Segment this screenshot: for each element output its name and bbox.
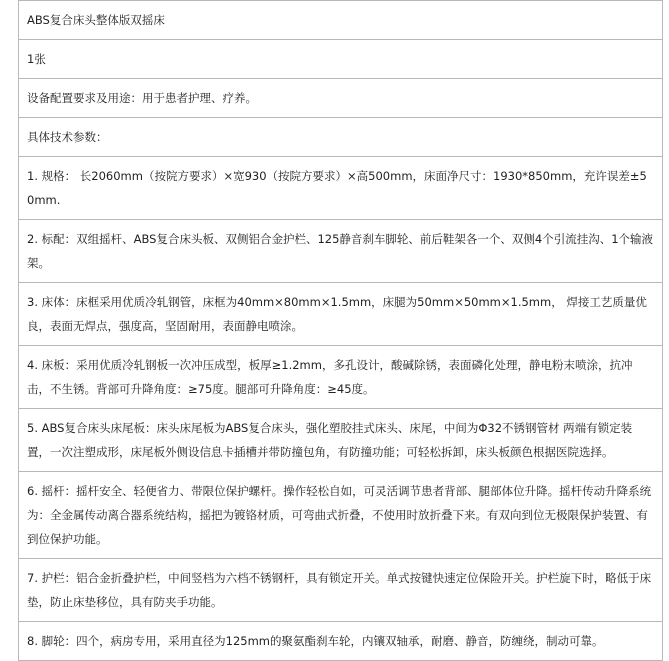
spec-crank-cell: 6. 摇杆：摇杆安全、轻便省力、带限位保护螺杆。操作轻松自如，可灵活调节患者背部、腿部体位升降。摇杆传动升降系统为：全金属传动离合器系统结构，摇把为镀铬材质，可弯曲式折叠，不使用时放折叠下来。有双向到位无极限保护装置、有到位保护功能。 (19, 472, 663, 559)
spec-headboard-cell: 5. ABS复合床头床尾板：床头床尾板为ABS复合床头，强化塑胶挂式床头、床尾，中间为Φ32不锈钢管材 两端有锁定装置，一次注塑成形，床尾板外侧设信息卡插槽并带防撞包角，有防撞功能；可轻松拆卸，床头板颜色根据医院选择。 (19, 409, 663, 472)
spec-bed-body-cell: 3. 床体：床框采用优质冷轧钢管，床框为40mm×80mm×1.5mm，床腿为50mm×50mm×1.5mm， 焊接工艺质量优良，表面无焊点，强度高，坚固耐用，表面静电喷涂。 (19, 283, 663, 346)
params-heading-cell: 具体技术参数： (19, 118, 663, 157)
table-row (19, 220, 663, 283)
purpose-cell: 设备配置要求及用途：用于患者护理、疗养。 (19, 79, 663, 118)
table-row (19, 346, 663, 409)
table-row (19, 622, 663, 661)
table-row (19, 40, 663, 79)
spec-guardrail-cell: 7. 护栏：铝合金折叠护栏，中间竖档为六档不锈钢杆，具有锁定开关。单式按键快速定位保险开关。护栏旋下时，略低于床垫，防止床垫移位，具有防夹手功能。 (19, 559, 663, 622)
table-row (19, 283, 663, 346)
quantity-cell: 1张 (19, 40, 663, 79)
spec-table (18, 0, 663, 661)
table-row (19, 472, 663, 559)
spec-casters-cell: 8. 脚轮：四个，病房专用，采用直径为125mm的聚氨酯刹车轮，内镶双轴承，耐磨、静音，防缠绕，制动可靠。 (19, 622, 663, 661)
table-row (19, 559, 663, 622)
table-row (19, 1, 663, 40)
spec-bed-board-cell: 4. 床板：采用优质冷轧钢板一次冲压成型，板厚≥1.2mm，多孔设计，酸碱除锈，表面磷化处理，静电粉末喷涂，抗冲击，不生锈。背部可升降角度：≥75度。腿部可升降角度：≥45度。 (19, 346, 663, 409)
table-row (19, 157, 663, 220)
product-title-cell: ABS复合床头整体版双摇床 (19, 1, 663, 40)
table-row (19, 79, 663, 118)
spec-size-cell: 1. 规格： 长2060mm（按院方要求）×宽930（按院方要求）×高500mm，床面净尺寸：1930*850mm，充许误差±50mm. (19, 157, 663, 220)
spec-standard-config-cell: 2. 标配：双组摇杆、ABS复合床头板、双侧铝合金护栏、125静音刹车脚轮、前后鞋架各一个、双侧4个引流挂沟、1个输液架。 (19, 220, 663, 283)
table-row (19, 409, 663, 472)
table-row (19, 118, 663, 157)
